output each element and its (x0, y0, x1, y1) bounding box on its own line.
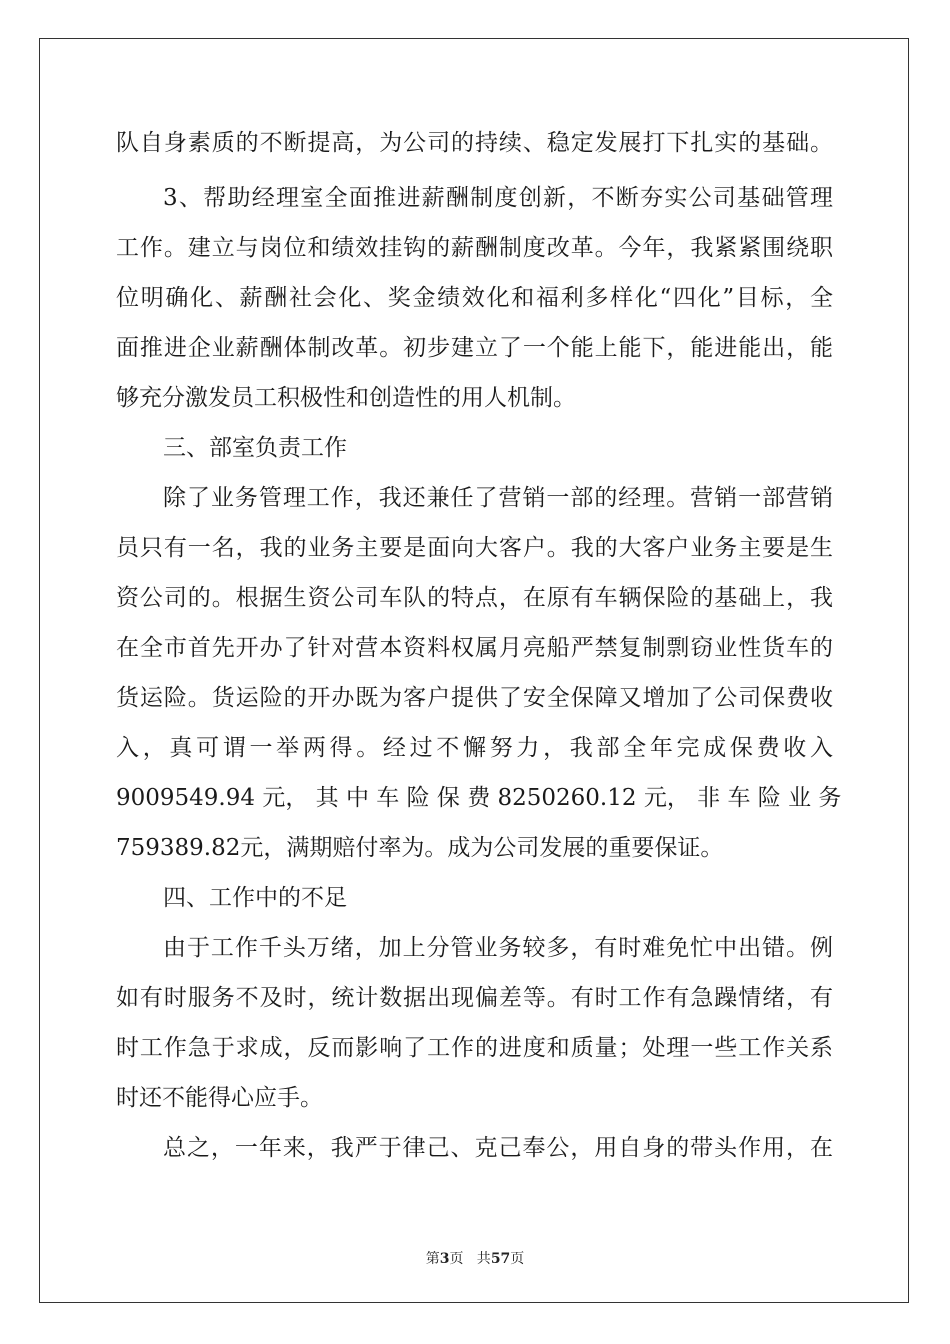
text-line: 759389.82元，满期赔付率为。成为公司发展的重要保证。 (116, 835, 724, 861)
footer-page-number: 3 (439, 1251, 450, 1267)
text-line: 资公司的。根据生资公司车队的特点，在原有车辆保险的基础上，我 (116, 585, 833, 611)
text-line: 入，真可谓一举两得。经过不懈努力，我部全年完成保费收入 (116, 735, 833, 761)
text-line: 除了业务管理工作，我还兼任了营销一部的经理。营销一部营销 (163, 485, 833, 511)
text-line: 由于工作千头万绪，加上分管业务较多，有时难免忙中出错。例 (163, 935, 833, 961)
footer-mid: 页 共 (449, 1251, 491, 1267)
text-line: 3、帮助经理室全面推进薪酬制度创新，不断夯实公司基础管理 (163, 185, 833, 211)
page-footer (0, 1248, 950, 1268)
footer-prefix: 第 (425, 1251, 440, 1267)
section-heading: 三、部室负责工作 (163, 435, 347, 461)
footer-suffix: 页 (510, 1251, 525, 1267)
footer-total-pages: 57 (490, 1251, 511, 1267)
text-line: 时工作急于求成，反而影响了工作的进度和质量；处理一些工作关系 (116, 1035, 833, 1061)
text-line: 够充分激发员工积极性和创造性的用人机制。 (116, 385, 576, 411)
text-line: 9009549.94 元， 其 中 车 险 保 费 8250260.12 元， 非 车 险 业 务 (116, 785, 842, 811)
text-line: 面推进企业薪酬体制改革。初步建立了一个能上能下，能进能出，能 (116, 335, 833, 361)
page-frame (39, 38, 909, 1303)
text-line: 时还不能得心应手。 (116, 1085, 323, 1111)
text-line: 在全市首先开办了针对营本资料权属月亮船严禁复制剽窃业性货车的 (116, 635, 833, 661)
text-line: 队自身素质的不断提高，为公司的持续、稳定发展打下扎实的基础。 (116, 130, 833, 156)
text-line: 工作。建立与岗位和绩效挂钩的薪酬制度改革。今年，我紧紧围绕职 (116, 235, 833, 261)
text-line: 如有时服务不及时，统计数据出现偏差等。有时工作有急躁情绪，有 (116, 985, 833, 1011)
text-line: 员只有一名，我的业务主要是面向大客户。我的大客户业务主要是生 (116, 535, 833, 561)
section-heading: 四、工作中的不足 (163, 885, 347, 911)
text-line: 货运险。货运险的开办既为客户提供了安全保障又增加了公司保费收 (116, 685, 833, 711)
text-line: 总之，一年来，我严于律己、克己奉公，用自身的带头作用，在 (163, 1135, 833, 1161)
text-line: 位明确化、薪酬社会化、奖金绩效化和福利多样化“四化”目标，全 (116, 285, 833, 311)
